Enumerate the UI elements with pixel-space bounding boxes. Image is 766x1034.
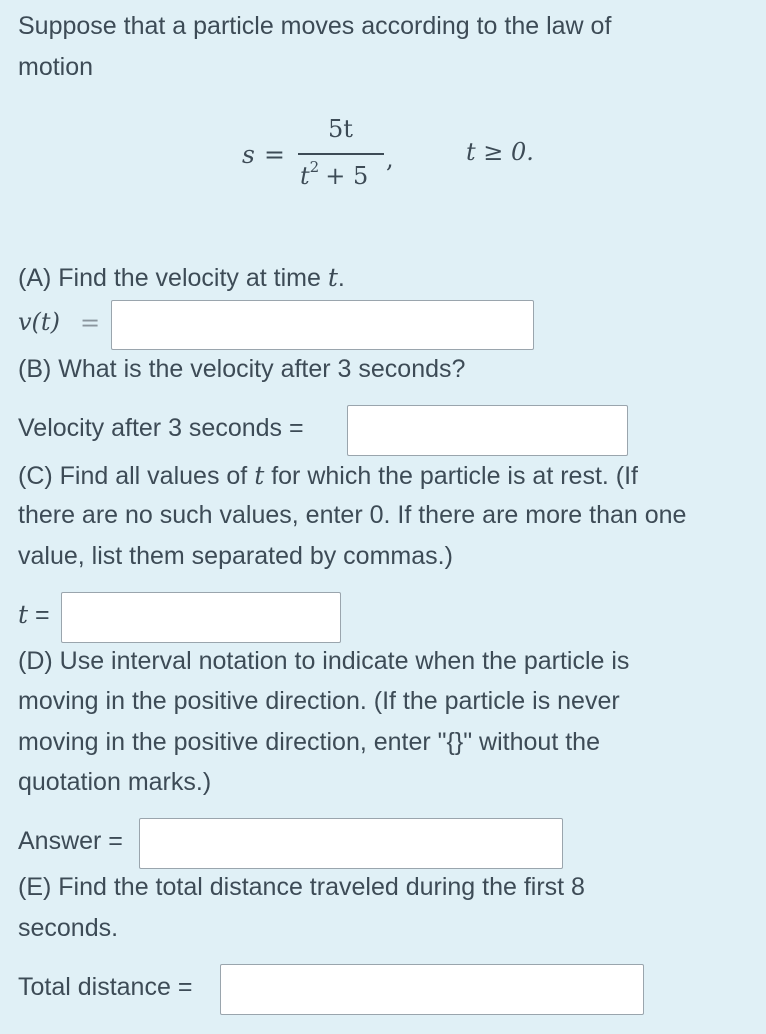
equation-numerator: 5t: [328, 115, 353, 143]
part-c-line-2: there are no such values, enter 0. If there are more than one: [18, 501, 687, 529]
positive-direction-input[interactable]: [139, 818, 563, 869]
velocity-label: v(t): [18, 308, 60, 336]
equation-lhs: s: [242, 140, 255, 169]
total-distance-label: Total distance =: [18, 973, 193, 1001]
rest-time-input[interactable]: [61, 592, 341, 643]
velocity-after-3s-label: Velocity after 3 seconds =: [18, 414, 304, 442]
equation-condition: t ≥ 0.: [466, 138, 534, 166]
velocity-input[interactable]: [111, 300, 534, 350]
part-c-line-1: (C) Find all values of t for which the particle is at rest. (If: [18, 461, 638, 490]
fraction-bar: [298, 153, 384, 155]
positive-direction-label: Answer =: [18, 827, 123, 855]
part-a-question: (A) Find the velocity at time t.: [18, 263, 345, 292]
part-e-line-1: (E) Find the total distance traveled during the first 8: [18, 873, 585, 901]
rest-time-label: t =: [18, 600, 50, 629]
velocity-after-3s-input[interactable]: [347, 405, 628, 456]
part-d-line-2: moving in the positive direction. (If the particle is never: [18, 687, 620, 715]
part-c-line-3: value, list them separated by commas.): [18, 542, 453, 570]
part-e-line-2: seconds.: [18, 914, 119, 942]
intro-line-1: Suppose that a particle moves according to the law of: [18, 12, 612, 40]
part-d-line-3: moving in the positive direction, enter "{}" without the: [18, 728, 600, 756]
velocity-equals: =: [80, 309, 101, 337]
part-d-line-1: (D) Use interval notation to indicate when the particle is: [18, 647, 630, 675]
part-d-line-4: quotation marks.): [18, 768, 212, 796]
part-b-question: (B) What is the velocity after 3 seconds?: [18, 355, 466, 383]
total-distance-input[interactable]: [220, 964, 644, 1015]
intro-line-2: motion: [18, 53, 94, 81]
equation-denominator: $t^2 + 5$: [300, 158, 369, 190]
equation-equals: =: [264, 140, 285, 169]
equation-comma: ,: [386, 145, 394, 173]
